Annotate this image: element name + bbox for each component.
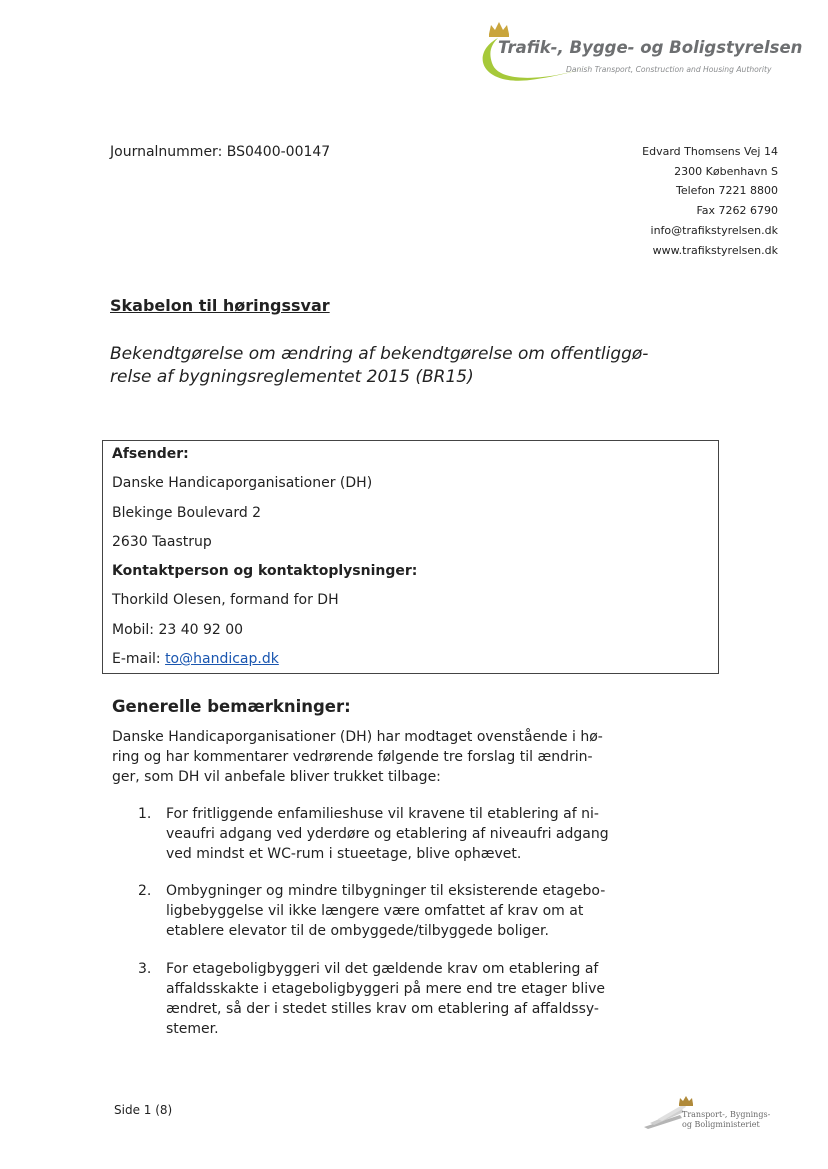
crown-icon	[487, 20, 511, 38]
subject-heading	[110, 343, 670, 389]
sender-street: Blekinge Boulevard 2	[112, 505, 262, 521]
subject-line: relse af bygningsreglementet 2015 (BR15)	[110, 367, 474, 387]
intro-line: ger, som DH vil anbefale bliver trukket tilbage:	[112, 769, 441, 785]
contact-person: Thorkild Olesen, formand for DH	[112, 592, 339, 608]
intro-line: Danske Handicaporganisationer (DH) har modtaget ovenstående i hø-	[112, 729, 603, 745]
agency-subtitle: Danish Transport, Construction and Housing Authority	[566, 65, 772, 74]
ministry-line: Transport-, Bygnings-	[682, 1110, 771, 1119]
address-email[interactable]: info@trafikstyrelsen.dk	[650, 223, 778, 237]
crown-icon	[678, 1095, 694, 1107]
list-number: 2.	[138, 883, 152, 899]
list-line: ændret, så der i stedet stilles krav om etablering af affaldssy-	[166, 1001, 599, 1017]
sender-label: Afsender:	[112, 446, 189, 462]
template-title: Skabelon til høringssvar	[110, 296, 330, 315]
email-label: E-mail:	[112, 651, 166, 667]
list-line: ved mindst et WC-rum i stueetage, blive ophævet.	[166, 846, 522, 862]
ministry-logo	[640, 1093, 780, 1138]
sender-city: 2630 Taastrup	[112, 534, 212, 550]
list-number: 1.	[138, 806, 152, 822]
subject-line: Bekendtgørelse om ændring af bekendtgørelse om offentliggø-	[110, 344, 649, 364]
journal-number: Journalnummer: BS0400-00147	[110, 144, 331, 160]
address-fax: Fax 7262 6790	[696, 204, 778, 218]
agency-logo	[470, 18, 803, 93]
list-line: For fritliggende enfamilieshuse vil kravene til etablering af ni-	[166, 806, 599, 822]
agency-address	[642, 142, 778, 260]
list-line: For etageboligbyggeri vil det gældende krav om etablering af	[166, 961, 599, 977]
ministry-name	[682, 1110, 770, 1130]
list-line: stemer.	[166, 1021, 219, 1037]
list-line: veaufri adgang ved yderdøre og etablering af niveaufri adgang	[166, 826, 609, 842]
address-street: Edvard Thomsens Vej 14	[642, 145, 778, 158]
list-line: etablere elevator til de ombyggede/tilbyggede boliger.	[166, 923, 549, 939]
remarks-heading: Generelle bemærkninger:	[112, 697, 351, 716]
address-city: 2300 København S	[674, 164, 778, 178]
email-link[interactable]: to@handicap.dk	[165, 651, 279, 667]
address-website[interactable]: www.trafikstyrelsen.dk	[652, 243, 778, 257]
address-phone: Telefon 7221 8800	[676, 184, 778, 198]
page-number: Side 1 (8)	[114, 1103, 173, 1117]
list-line: affaldsskakte i etageboligbyggeri på mere end tre etager blive	[166, 981, 606, 997]
contact-label: Kontaktperson og kontaktoplysninger:	[112, 563, 418, 579]
list-line: ligbebyggelse vil ikke længere være omfattet af krav om at	[166, 903, 584, 919]
list-line: Ombygninger og mindre tilbygninger til eksisterende etagebo-	[166, 883, 606, 899]
contact-email-row	[112, 651, 279, 667]
remarks-intro	[112, 727, 612, 787]
intro-line: ring og har kommentarer vedrørende følgende tre forslag til ændrin-	[112, 749, 593, 765]
list-number: 3.	[138, 961, 152, 977]
contact-mobile: Mobil: 23 40 92 00	[112, 622, 244, 638]
sender-org: Danske Handicaporganisationer (DH)	[112, 475, 373, 491]
agency-name: Trafik-, Bygge- og Boligstyrelsen	[498, 38, 803, 57]
ministry-line: og Boligministeriet	[682, 1120, 760, 1129]
